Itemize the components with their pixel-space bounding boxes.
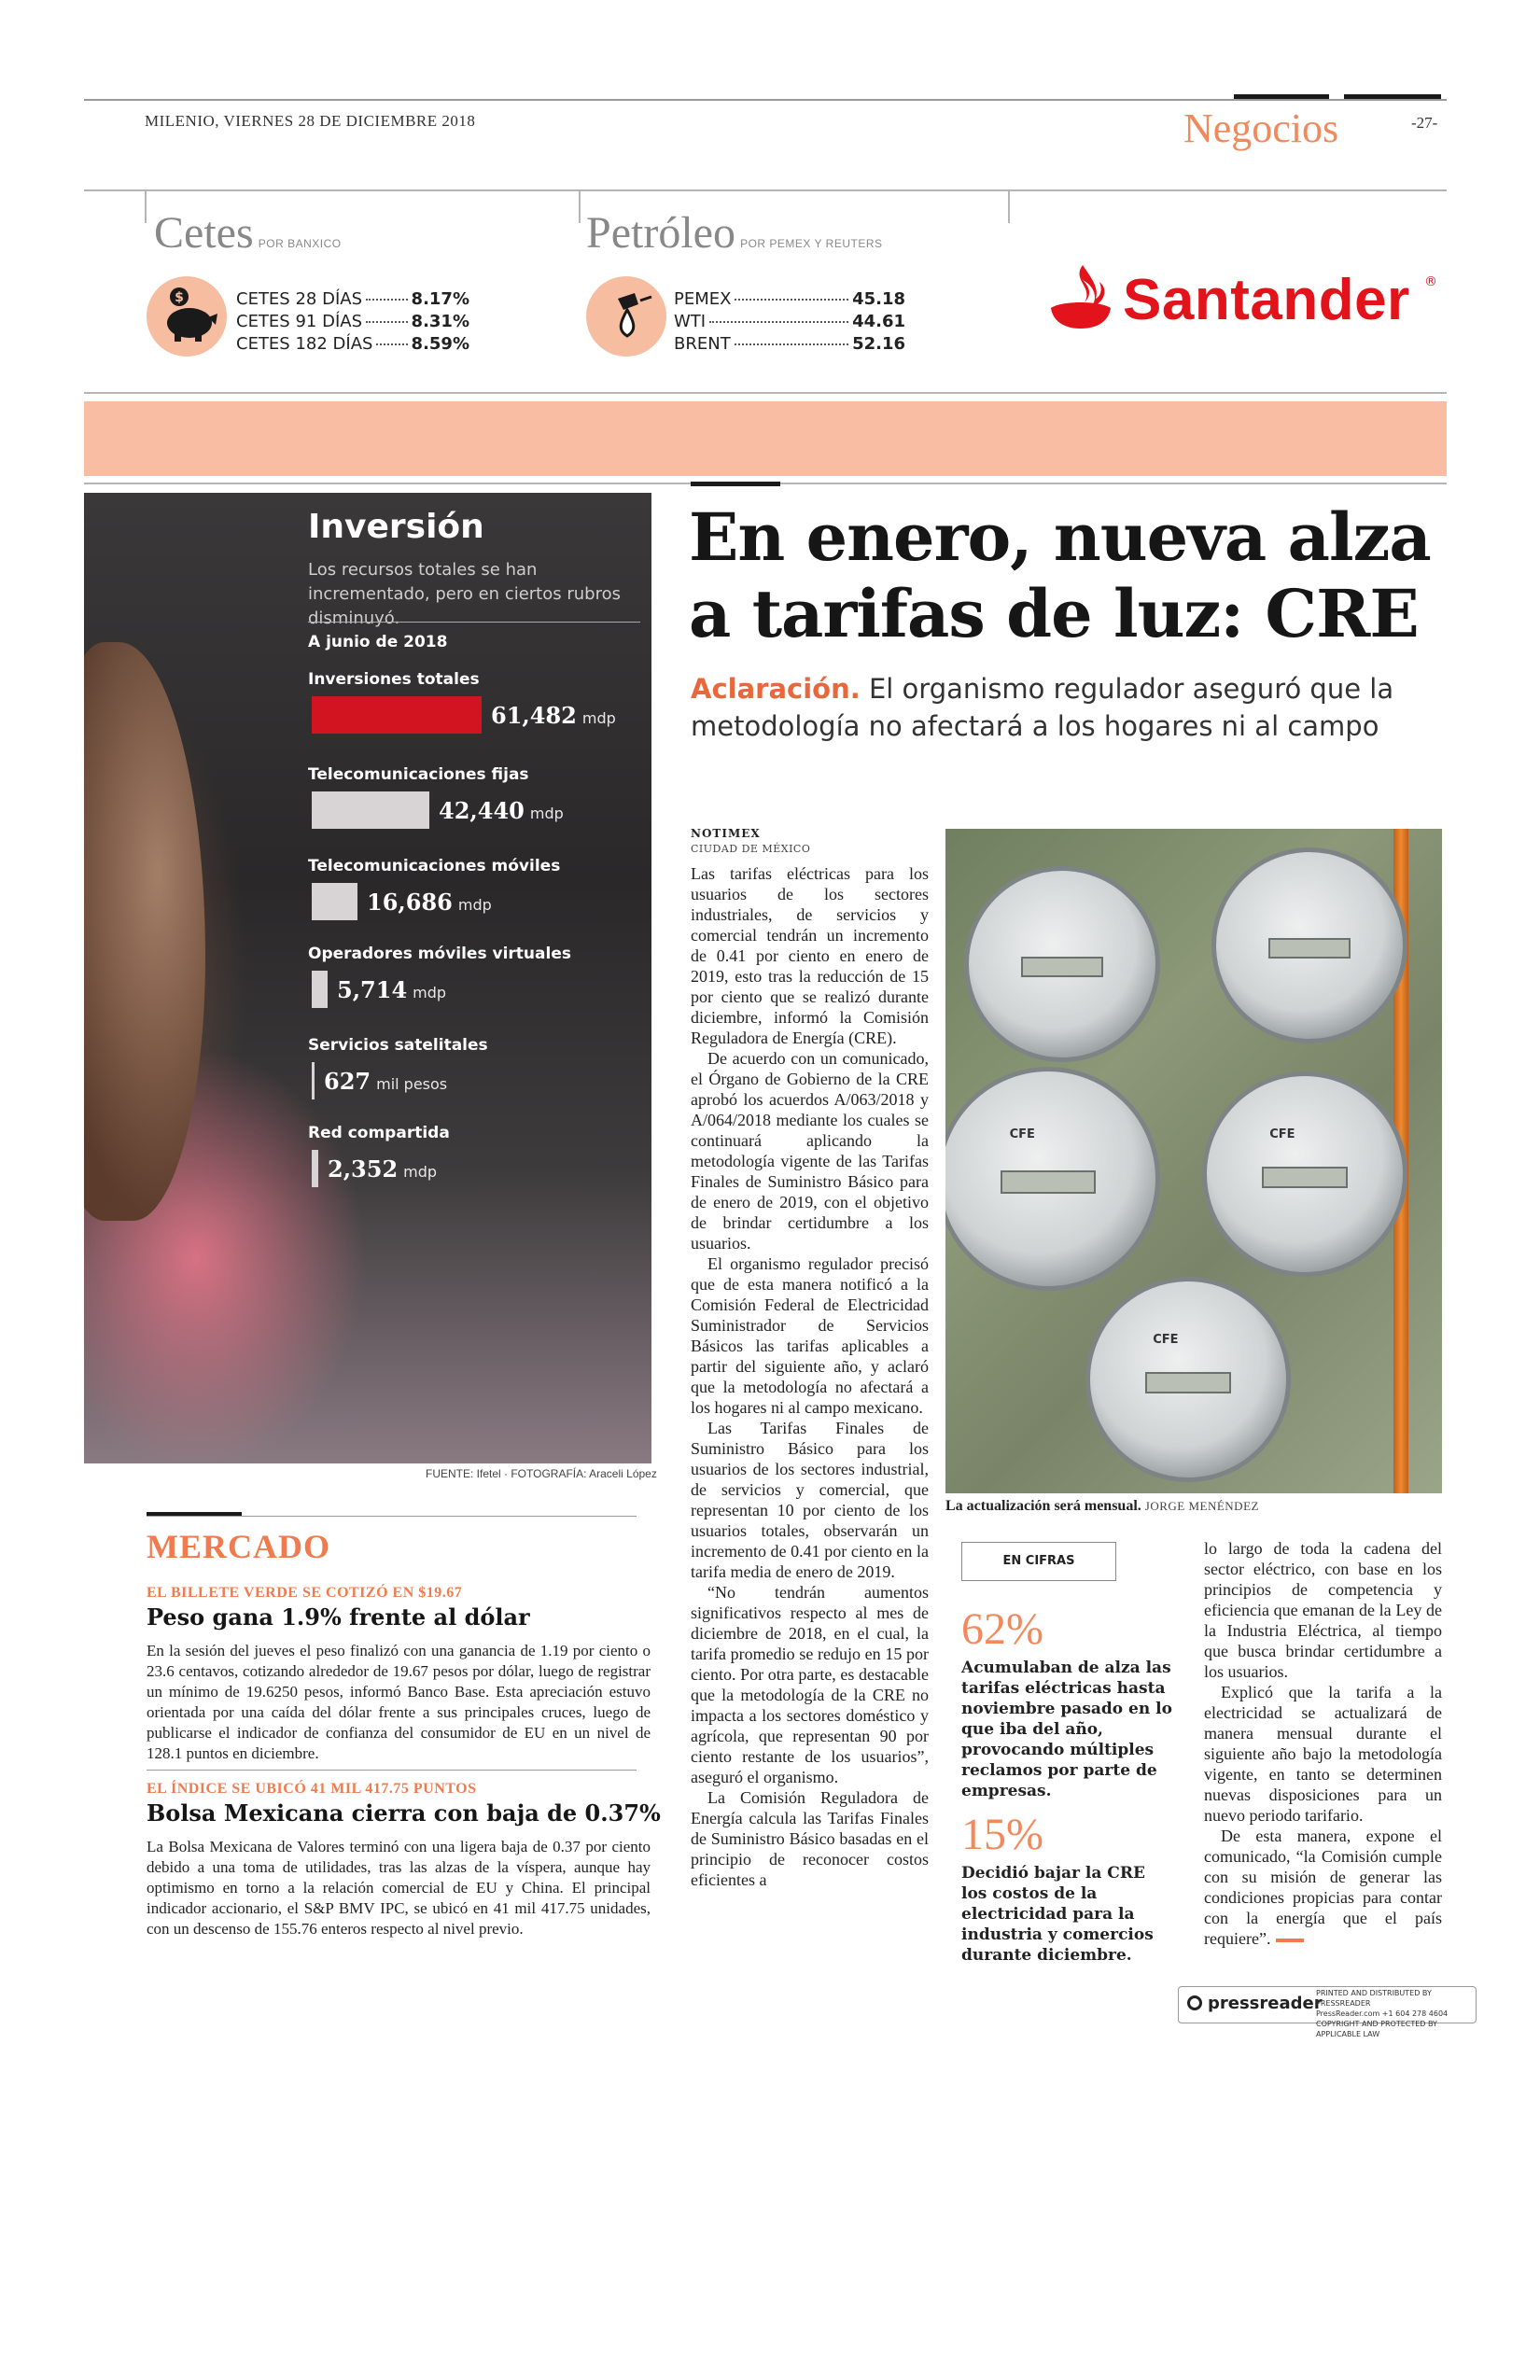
cetes-row: CETES 91 DÍAS 8.31% xyxy=(236,312,469,331)
dateline: CIUDAD DE MÉXICO xyxy=(691,843,811,855)
infographic-bar xyxy=(312,1062,315,1099)
svg-text:$: $ xyxy=(175,290,184,305)
santander-brand[interactable]: Santander xyxy=(1123,268,1410,332)
infographic-title: Inversión xyxy=(308,508,484,546)
infographic-source: FUENTE: Ifetel · FOTOGRAFÍA: Araceli López xyxy=(426,1467,657,1480)
infographic-item-label: Telecomunicaciones móviles xyxy=(308,857,561,875)
story-kicker: EL BILLETE VERDE SE COTIZÓ EN $19.67 xyxy=(147,1585,463,1601)
cetes-row: CETES 28 DÍAS 8.17% xyxy=(236,289,469,309)
infographic-subtitle: Los recursos totales se han incrementado, pero en ciertos rubros disminuyó. xyxy=(308,560,621,628)
infographic-rule xyxy=(308,622,640,623)
infographic-item-label: Inversiones totales xyxy=(308,670,480,689)
article-paragraph: “No tendrán aumentos significativos respecto al mes de diciembre de 2018, en el cual, la tarifa promedio se redujo en 15 por ciento. Por otra parte, es destacable que la metodología de la CRE no impacta a los sectores doméstico y agrícola, que representan 90 por ciento restante de los usuarios”, aseguró el organismo. xyxy=(691,1583,929,1786)
caption-text: La actualización será mensual. xyxy=(945,1498,1141,1514)
article-paragraph: Las Tarifas Finales de Suministro Básico para los usuarios de los sectores industrial, de servicios y comercial, que representan 10 por ciento de los usuarios totales, observarán un incremento de 0.41 por ciento en la tarifa media de enero de 2019. xyxy=(691,1419,929,1581)
infographic-bar xyxy=(312,1150,318,1187)
piggy-bank-icon xyxy=(147,276,227,357)
infographic-item-label: Servicios satelitales xyxy=(308,1036,488,1055)
santander-flame-logo[interactable] xyxy=(1043,259,1118,338)
stat-description: Acumulaban de alza las tarifas eléctricas hasta noviembre pasado en lo que iba del año, provocando múltiples reclamos por parte de empresas. xyxy=(961,1659,1172,1800)
headline-mark xyxy=(691,482,780,486)
article-paragraph: De esta manera, expone el comunicado, “la Comisión cumple con su misión de generar las condiciones propicias para contar con la energía que el país requiere”. xyxy=(1204,1827,1442,1948)
section-rule xyxy=(84,392,1447,394)
mercado-rule xyxy=(147,1516,637,1517)
article-paragraph: El organismo regulador precisó que de esta manera notificó a la Comisión Federal de Electricidad Suministrador de Servicios Básicos las tarifas aplicables a partir del siguiente año, y aclaró que la metodología no afectará a los hogares ni al campo mexicano. xyxy=(691,1254,929,1417)
petroleo-title: Petróleo xyxy=(586,208,735,258)
infographic-value: 61,482 mdp xyxy=(491,702,616,729)
petroleo-header xyxy=(586,207,883,259)
story-kicker: EL ÍNDICE SE UBICÓ 41 MIL 417.75 PUNTOS xyxy=(147,1781,477,1797)
stat-percentage: 62% xyxy=(961,1604,1043,1654)
registered-icon: ® xyxy=(1424,274,1437,289)
infographic-item-label: Operadores móviles virtuales xyxy=(308,945,571,963)
infographic-value: 5,714 mdp xyxy=(337,976,447,1003)
petroleo-table xyxy=(674,289,905,357)
photo-caption xyxy=(945,1498,1259,1515)
cetes-source: POR BANXICO xyxy=(258,237,342,250)
page-number: -27- xyxy=(1411,114,1438,132)
divider xyxy=(1008,189,1010,223)
infographic-bar xyxy=(312,971,328,1008)
story-body: En la sesión del jueves el peso finalizó con una ganancia de 1.19 por ciento o 23.6 centavos, cotizando alrededor de 19.67 pesos por dólar, luego de registrar un mínimo de 19.6250 pesos, informó Banco Base. Esta apreciación estuvo orientada por una caída del dólar frente a sus principales cruces, luego de publicarse el indicador de confianza del consumidor de EU en un nivel de 128.1 puntos en diciembre. xyxy=(147,1642,651,1762)
stat-description: Decidió bajar la CRE los costos de la electricidad para la industria y comercios durante diciembre. xyxy=(961,1864,1154,1965)
deck-text: El organismo regulador aseguró que la metodología no afectará a los hogares ni al campo xyxy=(691,673,1394,742)
infographic-date: A junio de 2018 xyxy=(308,633,448,651)
pressreader-icon xyxy=(1187,1995,1202,2010)
meter-illustration: CFE xyxy=(945,1067,1160,1291)
petroleo-source: POR PEMEX Y REUTERS xyxy=(740,237,883,250)
pressreader-logo[interactable]: pressreader xyxy=(1187,1994,1323,2013)
meter-illustration: CFE xyxy=(1202,1071,1407,1277)
infographic-bar xyxy=(312,696,482,734)
deck-kicker: Aclaración. xyxy=(691,673,861,705)
article-column-1 xyxy=(691,863,929,1890)
meter-illustration xyxy=(1211,847,1407,1043)
header-rule xyxy=(84,189,1447,191)
infographic-bar xyxy=(312,791,429,829)
infographic-value: 16,686 mdp xyxy=(367,889,492,916)
header-rule xyxy=(84,99,1447,101)
oil-drop-icon xyxy=(586,276,666,357)
infographic-item-label: Red compartida xyxy=(308,1124,450,1142)
electric-meters-photo xyxy=(945,829,1442,1493)
cetes-title: Cetes xyxy=(154,208,254,258)
header-mark xyxy=(1344,94,1441,99)
article-deck xyxy=(691,670,1437,745)
stat-percentage: 15% xyxy=(961,1810,1043,1859)
cetes-header xyxy=(154,207,342,259)
infographic-item-label: Telecomunicaciones fijas xyxy=(308,765,529,784)
article-paragraph: Explicó que la tarifa a la electricidad se actualizará de manera mensual durante el siguiente año bajo la metodología vigente, en tanto se determinen nuevas disposiciones para un nuevo periodo tarifario. xyxy=(1204,1683,1442,1825)
infographic-bar xyxy=(312,883,357,920)
en-cifras-label: EN CIFRAS xyxy=(961,1542,1116,1581)
photo-woman-profile xyxy=(84,642,205,1221)
end-mark xyxy=(1276,1939,1304,1942)
petroleo-row: PEMEX 45.18 xyxy=(674,289,905,309)
article-paragraph: lo largo de toda la cadena del sector eléctrico, con base en los principios de competencia y eficiencia que emanan de la Ley de la Industria Eléctrica, al tiempo que busca brindar certidumbre a los usuarios. xyxy=(1204,1539,1442,1681)
masthead: MILENIO, VIERNES 28 DE DICIEMBRE 2018 xyxy=(145,112,476,130)
infographic-value: 627 mil pesos xyxy=(324,1068,448,1095)
story-rule xyxy=(147,1770,637,1771)
meter-illustration xyxy=(964,866,1160,1062)
infographic-value: 2,352 mdp xyxy=(328,1155,438,1183)
pressreader-notice: PRINTED AND DISTRIBUTED BY PRESSREADER PressReader.com +1 604 278 4604 COPYRIGHT AND PROTECTED BY APPLICABLE LAW xyxy=(1316,1989,1449,2038)
header-mark xyxy=(1234,94,1329,99)
petroleo-row: BRENT 52.16 xyxy=(674,334,905,354)
article-paragraph: Las tarifas eléctricas para los usuarios de los sectores industriales, de servicios y comercial tendrán un incremento de 0.41 por ciento en enero de 2019, esto tras la reducción de 15 por ciento que se realizó durante diciembre, informó la Comisión Reguladora de Energía (CRE). xyxy=(691,864,929,1047)
byline: NOTIMEX xyxy=(691,827,761,840)
ad-band xyxy=(84,401,1447,476)
mercado-title: MERCADO xyxy=(147,1528,330,1565)
article-headline: En enero, nueva alza a tarifas de luz: CRE xyxy=(689,498,1431,652)
meter-illustration: CFE xyxy=(1085,1277,1291,1482)
article-column-3 xyxy=(1204,1538,1442,1949)
investment-infographic xyxy=(84,493,651,1463)
section-name: Negocios xyxy=(1183,105,1339,151)
story-headline: Peso gana 1.9% frente al dólar xyxy=(147,1603,530,1631)
cetes-table xyxy=(236,289,469,357)
divider xyxy=(579,189,581,223)
divider xyxy=(145,189,147,223)
infographic-value: 42,440 mdp xyxy=(439,797,564,824)
story-headline: Bolsa Mexicana cierra con baja de 0.37% xyxy=(147,1799,661,1827)
article-paragraph: De acuerdo con un comunicado, el Órgano de Gobierno de la CRE aprobó los acuerdos A/063/2018 y A/064/2018 mediante los cuales se continuará aplicando la metodología vigente de las Tarifas Finales de Suministro Básico para de enero de 2019, con el objetivo de brindar certidumbre a los usuarios. xyxy=(691,1049,929,1253)
petroleo-row: WTI 44.61 xyxy=(674,312,905,331)
article-paragraph: La Comisión Reguladora de Energía calcula las Tarifas Finales de Suministro Básico basadas en el principio de reconocer costos eficientes a xyxy=(691,1788,929,1889)
story-body: La Bolsa Mexicana de Valores terminó con una ligera baja de 0.37 por ciento debido a una toma de utilidades, tras las alzas de la víspera, aunque hay optimismo en torno a la relación comercial de EU y China. El principal indicador accionario, el S&P BMV IPC, se ubicó en 41 mil 417.75 unidades, con un descenso de 155.76 enteros respecto al nivel previo. xyxy=(147,1838,651,1938)
cetes-row: CETES 182 DÍAS 8.59% xyxy=(236,334,469,354)
photo-credit: JORGE MENÉNDEZ xyxy=(1144,1499,1259,1513)
